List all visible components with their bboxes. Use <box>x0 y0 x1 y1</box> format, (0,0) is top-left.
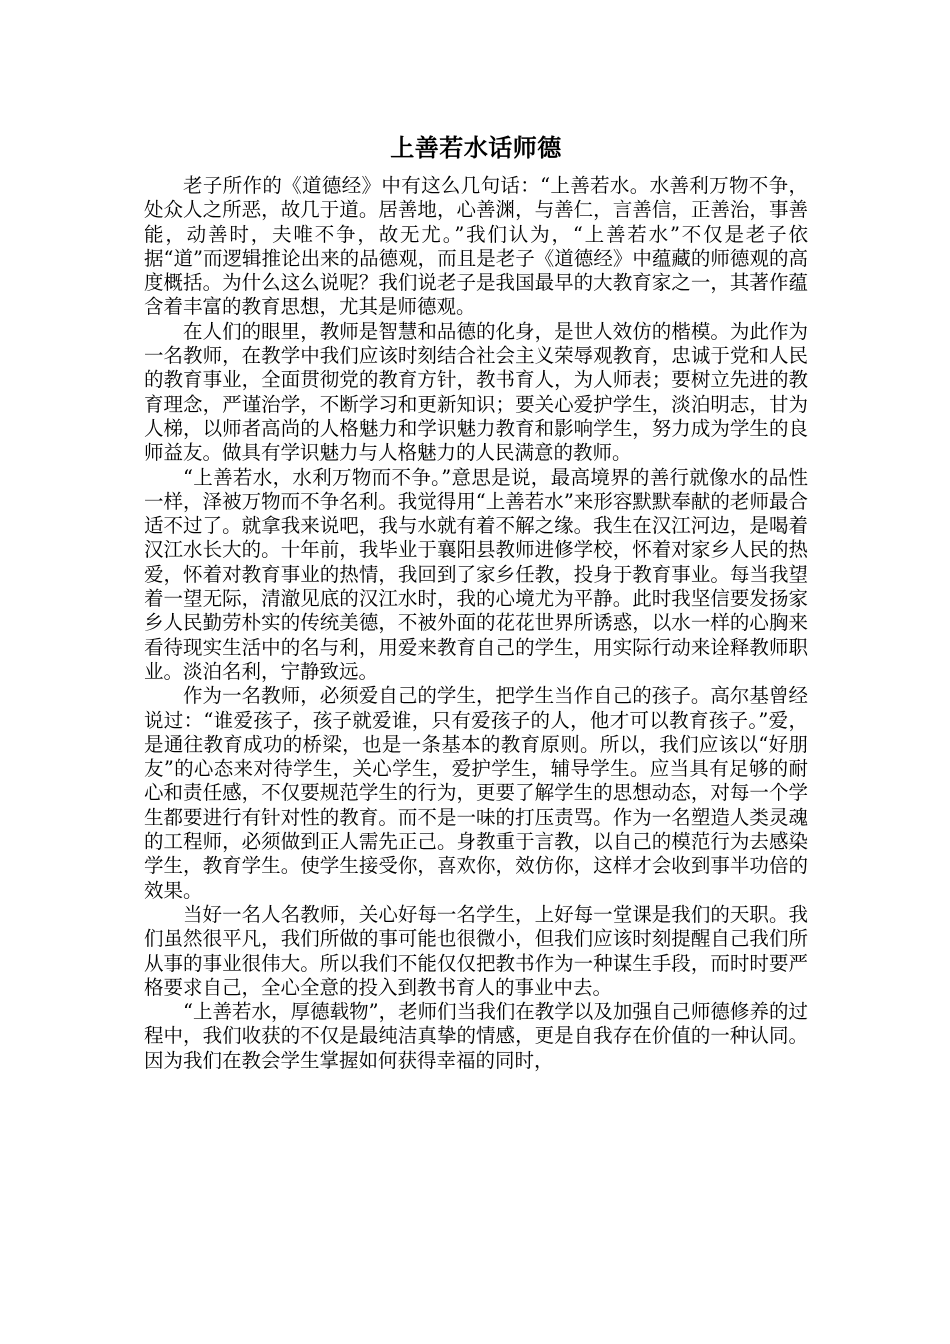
paragraph-1: 老子所作的《道德经》中有这么几句话：“上善若水。水善利万物不争，处众人之所恶，故几于道。居善地，心善渊，与善仁，言善信，正善治，事善能，动善时，夫唯不争，故无尤。”我们认为，“上善若水”不仅是老子依据“道”而逻辑推论出来的品德观，而且是老子《道德经》中蕴藏的师德观的高度概括。为什么这么说呢？我们说老子是我国最早的大教育家之一，其著作蕴含着丰富的教育思想，尤其是师德观。 <box>144 174 808 319</box>
paragraph-2: 在人们的眼里，教师是智慧和品德的化身，是世人效仿的楷模。为此作为一名教师，在教学中我们应该时刻结合社会主义荣辱观教育，忠诚于党和人民的教育事业，全面贯彻党的教育方针，教书育人，为人师表；要树立先进的教育理念，严谨治学，不断学习和更新知识；要关心爱护学生，淡泊明志，甘为人梯，以师者高尚的人格魅力和学识魅力教育和影响学生，努力成为学生的良师益友。做具有学识魅力与人格魅力的人民满意的教师。 <box>144 319 808 465</box>
document-body <box>144 130 808 1073</box>
paragraph-5: 当好一名人名教师，关心好每一名学生，上好每一堂课是我们的天职。我们虽然很平凡，我们所做的事可能也很微小，但我们应该时刻提醒自己我们所从事的事业很伟大。所以我们不能仅仅把教书作为一种谋生手段，而时时要严格要求自己，全心全意的投入到教书育人的事业中去。 <box>144 902 808 999</box>
paragraph-6: “上善若水，厚德载物”，老师们当我们在教学以及加强自己师德修养的过程中，我们收获的不仅是最纯洁真挚的情感，更是自我存在价值的一种认同。因为我们在教会学生掌握如何获得幸福的同时， <box>144 1000 808 1072</box>
paragraph-4: 作为一名教师，必须爱自己的学生，把学生当作自己的孩子。高尔基曾经说过：“谁爱孩子，孩子就爱谁，只有爱孩子的人，他才可以教育孩子。”爱，是通往教育成功的桥梁，也是一条基本的教育原则。所以，我们应该以“好朋友”的心态来对待学生，关心学生，爱护学生，辅导学生。应当具有足够的耐心和责任感，不仅要规范学生的行为，更要了解学生的思想动态，对每一个学生都要进行有针对性的教育。而不是一味的打压责骂。作为一名塑造人类灵魂的工程师，必须做到正人需先正己。身教重于言教，以自己的模范行为去感染学生，教育学生。使学生接受你，喜欢你，效仿你，这样才会收到事半功倍的效果。 <box>144 684 808 902</box>
document-title: 上善若水话师德 <box>390 134 562 162</box>
paragraph-3: “上善若水，水利万物而不争。”意思是说，最高境界的善行就像水的品性一样，泽被万物而不争名利。我觉得用“上善若水”来形容默默奉献的老师最合适不过了。就拿我来说吧，我与水就有着不解之缘。我生在汉江河边，是喝着汉江水长大的。十年前，我毕业于襄阳县教师进修学校，怀着对家乡人民的热爱，怀着对教育事业的热情，我回到了家乡任教，投身于教育事业。每当我望着一望无际，清澈见底的汉江水时，我的心境尤为平静。此时我坚信要发扬家乡人民勤劳朴实的传统美德，不被外面的花花世界所诱惑，以水一样的心胸来看待现实生活中的名与利，用爱来教育自己的学生，用实际行动来诠释教师职业。淡泊名利，宁静致远。 <box>144 465 808 683</box>
